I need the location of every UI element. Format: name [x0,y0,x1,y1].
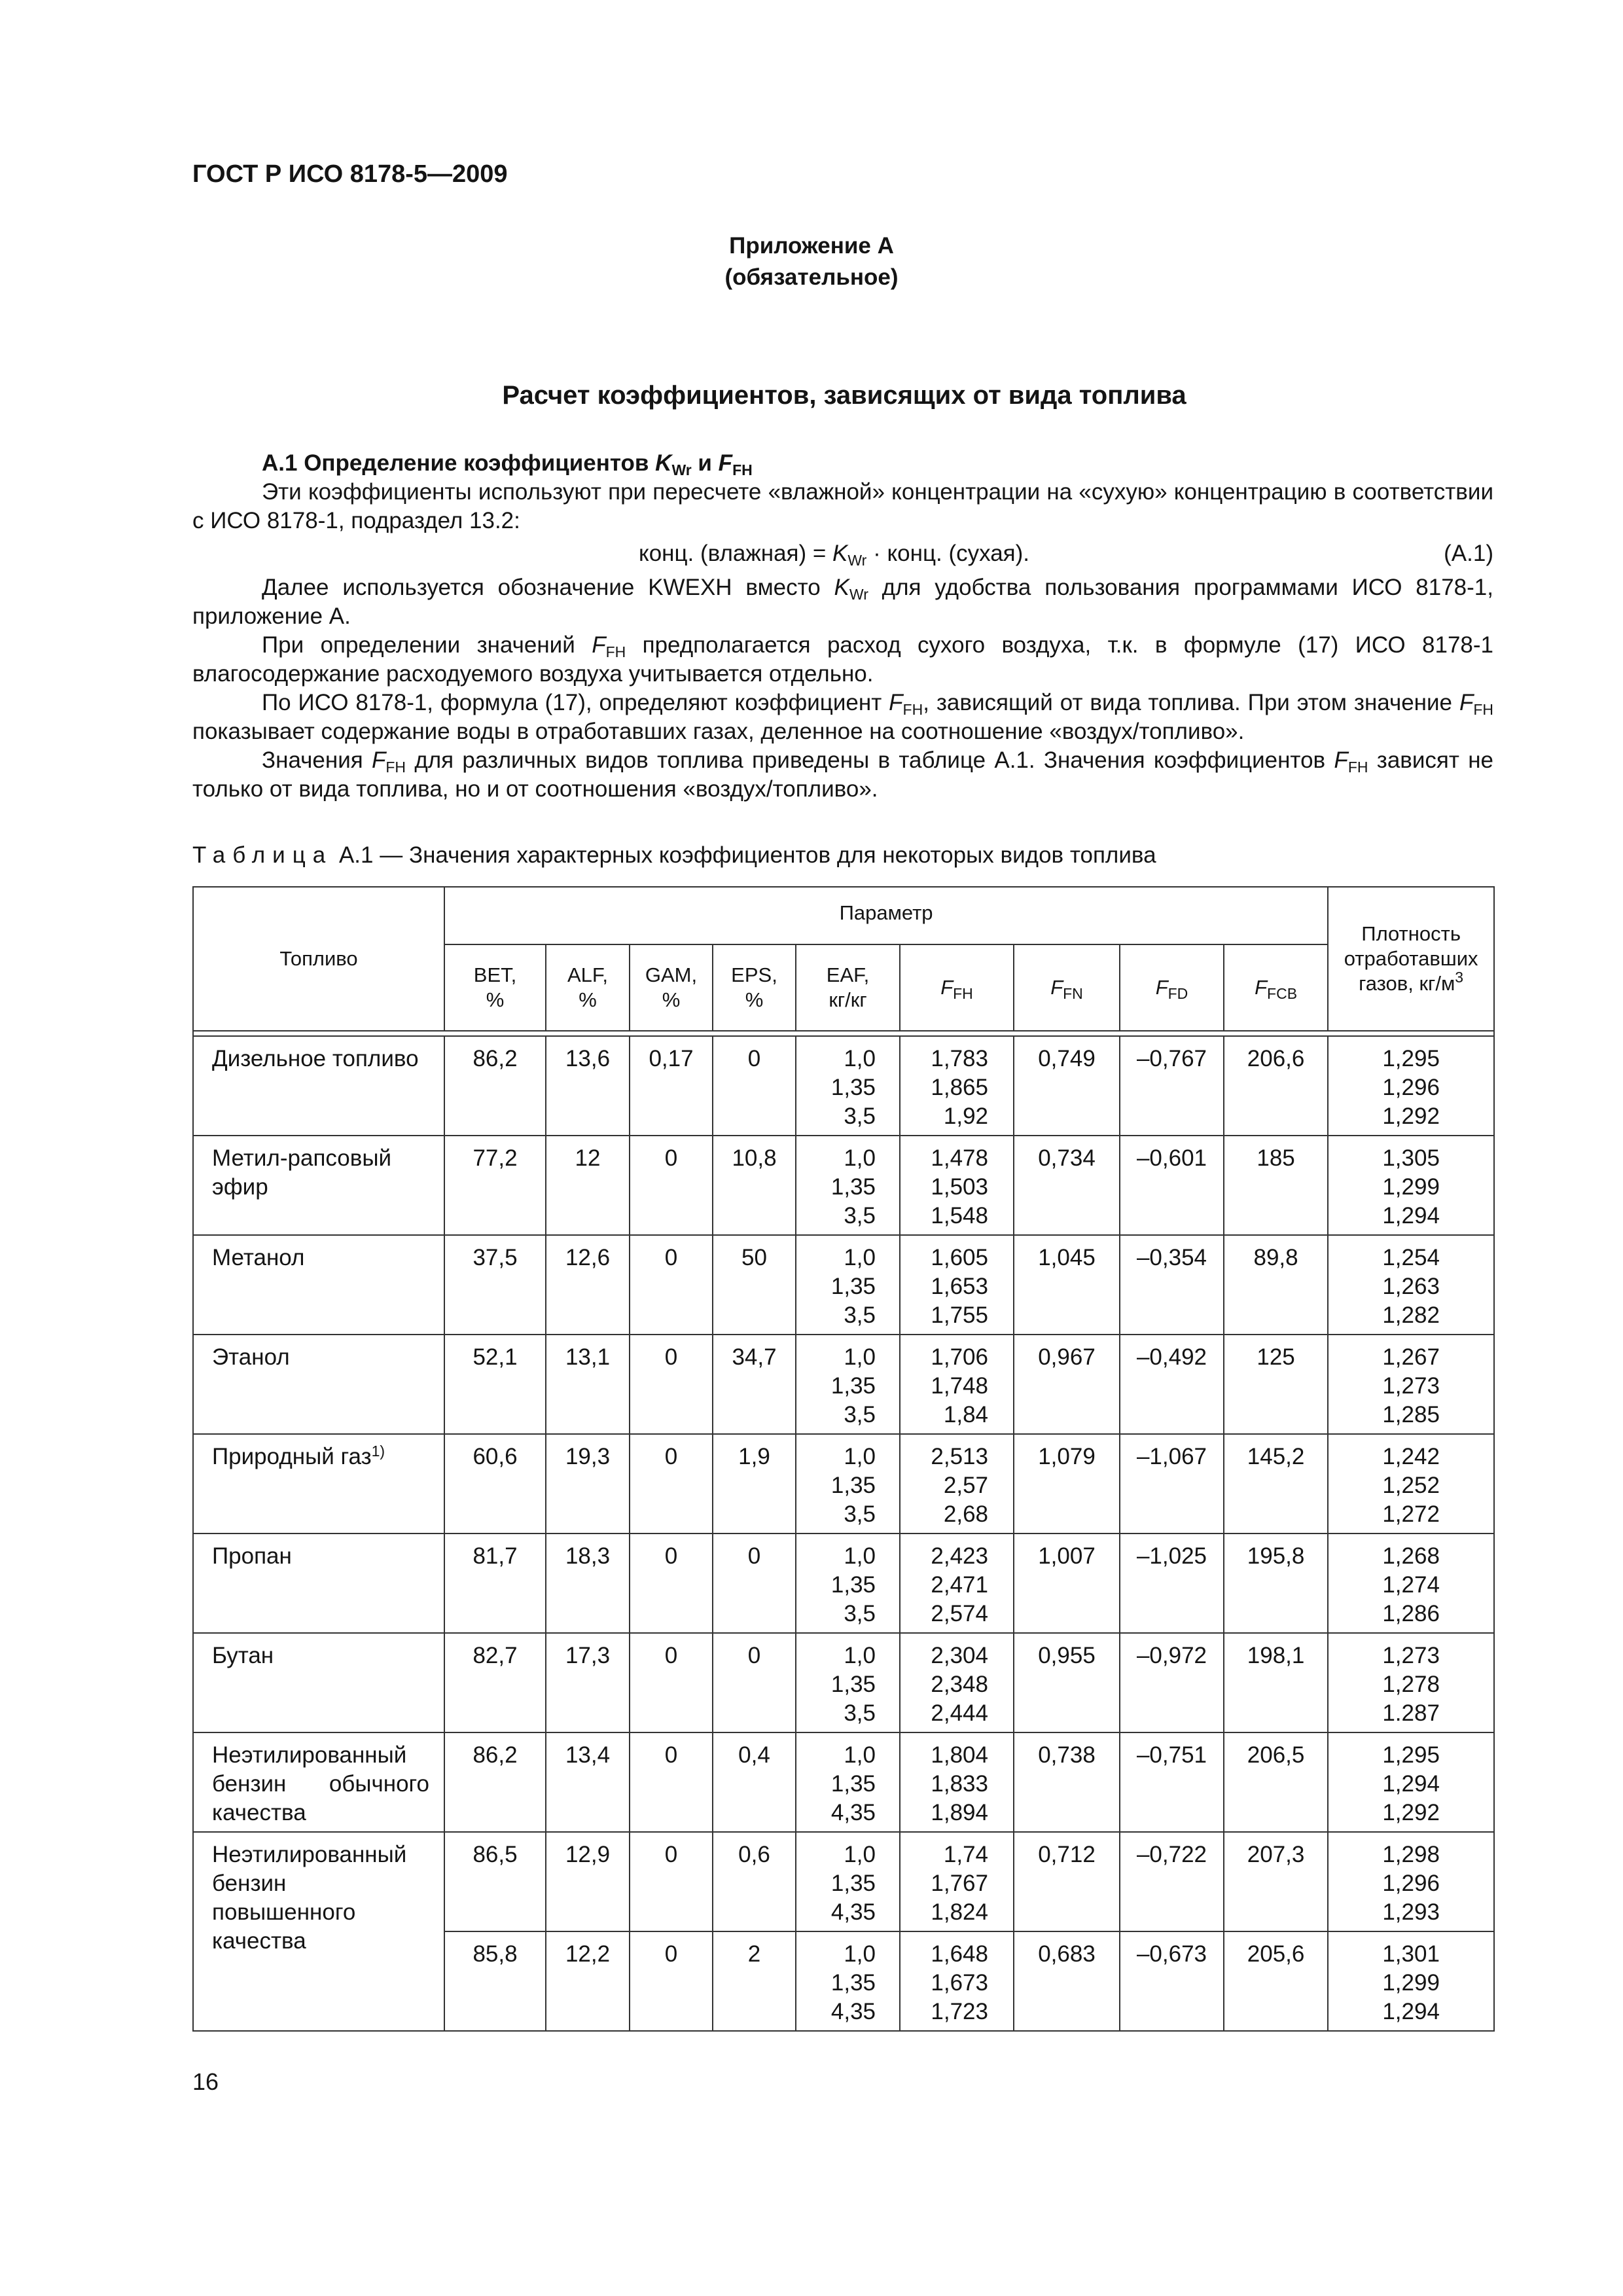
cell-eps: 0,4 [713,1732,796,1832]
cell-eps: 50 [713,1235,796,1335]
table-caption: Таблица А.1 — Значения характерных коэффициентов для некоторых видов топлива [192,842,1156,868]
cell-bet: 52,1 [444,1335,546,1434]
cell-ffd: –0,751 [1120,1732,1224,1832]
cell-gam: 0 [630,1732,713,1832]
cell-ffn: 0,749 [1014,1036,1120,1136]
table-row [193,1036,1494,1136]
cell-ffcb: 145,2 [1224,1434,1328,1534]
table-row [193,1335,1494,1434]
header-ffcb: $F_{FCB}$ [1224,944,1328,1031]
cell-ffd: –0,354 [1120,1235,1224,1335]
formula-number: (А.1) [1444,541,1493,566]
paragraph: При определении значений $F_{FH}$ предполагается расход сухого воздуха, т.к. в формуле (17) ИСО 8178-1 влагосодержание расходуемого воздуха учитывается отдельно. [192,632,1493,687]
cell-alf: 12,6 [546,1235,630,1335]
cell-ffd: –1,067 [1120,1434,1224,1534]
cell-density: 1,295 1,296 1,292 [1328,1036,1494,1136]
paragraph: Значения $F_{FH}$ для различных видов топлива приведены в таблице А.1. Значения коэффициентов $F_{FH}$ зависят не только от вида топлива, но и от соотношения «воздух/топливо». [192,747,1493,802]
cell-ffh: 1,605 1,653 1,755 [900,1235,1014,1335]
section-title: Расчет коэффициентов, зависящих от вида топлива [502,381,1186,410]
cell-density: 1,295 1,294 1,292 [1328,1732,1494,1832]
cell-fuel: Этанол [193,1335,444,1434]
cell-ffd: –0,722 [1120,1832,1224,1931]
cell-eps: 1,9 [713,1434,796,1534]
cell-fuel: Неэтилированный бензин повышенного качества [193,1832,444,2031]
cell-eaf: 1,0 1,35 3,5 [796,1633,900,1732]
cell-bet: 82,7 [444,1633,546,1732]
formula-expression: конц. (влажная) = $K_{Wr}$ · конц. (сухая). [639,541,1030,569]
table-row [193,1534,1494,1633]
cell-ffd: –0,972 [1120,1633,1224,1732]
cell-fuel: Пропан [193,1534,444,1633]
cell-ffh: 1,804 1,833 1,894 [900,1732,1014,1832]
header-eaf: EAF, кг/кг [796,944,900,1031]
cell-ffcb: 185 [1224,1136,1328,1235]
cell-bet: 86,2 [444,1732,546,1832]
cell-density: 1,301 1,299 1,294 [1328,1931,1494,2031]
cell-fuel: Неэтилированный бензин обычного качества [193,1732,444,1832]
section-body [192,449,1493,804]
header-ffd: $F_{FD}$ [1120,944,1224,1031]
cell-alf: 18,3 [546,1534,630,1633]
appendix-title: Приложение А [729,233,894,259]
header-parameter: Параметр [444,887,1328,944]
cell-bet: 86,2 [444,1036,546,1136]
cell-ffcb: 89,8 [1224,1235,1328,1335]
cell-ffn: 0,967 [1014,1335,1120,1434]
cell-ffcb: 198,1 [1224,1633,1328,1732]
cell-gam: 0 [630,1534,713,1633]
cell-bet: 77,2 [444,1136,546,1235]
cell-bet: 85,8 [444,1931,546,2031]
cell-ffcb: 206,6 [1224,1036,1328,1136]
cell-ffcb: 195,8 [1224,1534,1328,1633]
cell-gam: 0 [630,1235,713,1335]
cell-density: 1,254 1,263 1,282 [1328,1235,1494,1335]
appendix-status: (обязательное) [724,264,899,290]
cell-alf: 12,9 [546,1832,630,1931]
subsection-heading: А.1 Определение коэффициентов $K_{Wr}$ и $F_{FH}$ [262,450,753,478]
header-ffn: $F_{FN}$ [1014,944,1120,1031]
cell-ffn: 0,955 [1014,1633,1120,1732]
cell-alf: 17,3 [546,1633,630,1732]
cell-alf: 12 [546,1136,630,1235]
cell-eaf: 1,0 1,35 4,35 [796,1931,900,2031]
cell-alf: 13,1 [546,1335,630,1434]
cell-ffn: 0,683 [1014,1931,1120,2031]
cell-ffh: 2,423 2,471 2,574 [900,1534,1014,1633]
cell-eaf: 1,0 1,35 4,35 [796,1732,900,1832]
cell-density: 1,305 1,299 1,294 [1328,1136,1494,1235]
table-row [193,1136,1494,1235]
table-row [193,1832,1494,1931]
cell-ffn: 1,045 [1014,1235,1120,1335]
paragraph: Эти коэффициенты используют при пересчете «влажной» концентрации на «сухую» концентрацию в соответствии с ИСО 8178-1, подраздел 13.2: [192,479,1493,533]
cell-eps: 10,8 [713,1136,796,1235]
table-body [193,1031,1494,2031]
cell-ffn: 0,712 [1014,1832,1120,1931]
cell-alf: 13,4 [546,1732,630,1832]
cell-ffd: –0,673 [1120,1931,1224,2031]
cell-ffh: 2,513 2,57 2,68 [900,1434,1014,1534]
table-header [193,887,1494,1031]
cell-gam: 0 [630,1633,713,1732]
cell-gam: 0 [630,1335,713,1434]
cell-eaf: 1,0 1,35 3,5 [796,1235,900,1335]
cell-ffh: 1,74 1,767 1,824 [900,1832,1014,1931]
table-row [193,1633,1494,1732]
table-row [193,1732,1494,1832]
cell-ffd: –0,492 [1120,1335,1224,1434]
cell-ffh: 2,304 2,348 2,444 [900,1633,1014,1732]
cell-density: 1,298 1,296 1,293 [1328,1832,1494,1931]
header-separator [193,1031,1494,1036]
cell-eaf: 1,0 1,35 4,35 [796,1832,900,1931]
standard-header: ГОСТ Р ИСО 8178-5—2009 [192,160,508,188]
paragraph: По ИСО 8178-1, формула (17), определяют коэффициент $F_{FH}$, зависящий от вида топлива. При этом значение $F_{FH}$ показывает содержание воды в отработавших газах, деленное на соотношение «воздух/топливо». [192,690,1493,744]
cell-ffcb: 206,5 [1224,1732,1328,1832]
fuel-coefficients-table [192,886,1495,2032]
cell-ffcb: 125 [1224,1335,1328,1434]
cell-gam: 0 [630,1136,713,1235]
cell-eaf: 1,0 1,35 3,5 [796,1136,900,1235]
cell-ffn: 1,079 [1014,1434,1120,1534]
cell-ffd: –0,767 [1120,1036,1224,1136]
cell-eps: 0 [713,1036,796,1136]
cell-eps: 0 [713,1633,796,1732]
header-bet: BET, % [444,944,546,1031]
cell-eps: 0 [713,1534,796,1633]
cell-alf: 13,6 [546,1036,630,1136]
cell-gam: 0 [630,1931,713,2031]
table-row [193,1235,1494,1335]
header-eps: EPS, % [713,944,796,1031]
cell-ffn: 0,734 [1014,1136,1120,1235]
cell-gam: 0 [630,1832,713,1931]
cell-density: 1,268 1,274 1,286 [1328,1534,1494,1633]
cell-bet: 86,5 [444,1832,546,1931]
header-gam: GAM, % [630,944,713,1031]
cell-eaf: 1,0 1,35 3,5 [796,1434,900,1534]
cell-eaf: 1,0 1,35 3,5 [796,1036,900,1136]
cell-ffh: 1,706 1,748 1,84 [900,1335,1014,1434]
table-row [193,1434,1494,1534]
cell-alf: 19,3 [546,1434,630,1534]
cell-ffn: 0,738 [1014,1732,1120,1832]
cell-bet: 81,7 [444,1534,546,1633]
cell-ffcb: 205,6 [1224,1931,1328,2031]
cell-ffh: 1,478 1,503 1,548 [900,1136,1014,1235]
formula-a1 [192,539,1493,573]
cell-eps: 0,6 [713,1832,796,1931]
header-alf: ALF, % [546,944,630,1031]
cell-eps: 34,7 [713,1335,796,1434]
header-fuel: Топливо [193,887,444,1031]
cell-ffh: 1,648 1,673 1,723 [900,1931,1014,2031]
cell-eps: 2 [713,1931,796,2031]
cell-gam: 0,17 [630,1036,713,1136]
cell-density: 1,242 1,252 1,272 [1328,1434,1494,1534]
cell-eaf: 1,0 1,35 3,5 [796,1534,900,1633]
cell-fuel: Бутан [193,1633,444,1732]
cell-gam: 0 [630,1434,713,1534]
cell-fuel: Метанол [193,1235,444,1335]
cell-ffd: –0,601 [1120,1136,1224,1235]
cell-bet: 37,5 [444,1235,546,1335]
cell-ffd: –1,025 [1120,1534,1224,1633]
appendix-heading [0,230,1623,293]
cell-fuel: Дизельное топливо [193,1036,444,1136]
paragraph: Далее используется обозначение KWEXH вместо $K_{Wr}$ для удобства пользования программами ИСО 8178-1, приложение А. [192,575,1493,629]
cell-bet: 60,6 [444,1434,546,1534]
page-number: 16 [192,2068,219,2095]
header-density: Плотность отработавших газов, $кг/м^3$ [1328,887,1494,1031]
cell-fuel: Метил-рапсовый эфир [193,1136,444,1235]
cell-alf: 12,2 [546,1931,630,2031]
header-ffh: $F_{FH}$ [900,944,1014,1031]
cell-ffh: 1,783 1,865 1,92 [900,1036,1014,1136]
cell-density: 1,267 1,273 1,285 [1328,1335,1494,1434]
cell-density: 1,273 1,278 1.287 [1328,1633,1494,1732]
cell-eaf: 1,0 1,35 3,5 [796,1335,900,1434]
cell-ffn: 1,007 [1014,1534,1120,1633]
cell-fuel: Природный газ$^{1)}$ [193,1434,444,1534]
cell-ffcb: 207,3 [1224,1832,1328,1931]
